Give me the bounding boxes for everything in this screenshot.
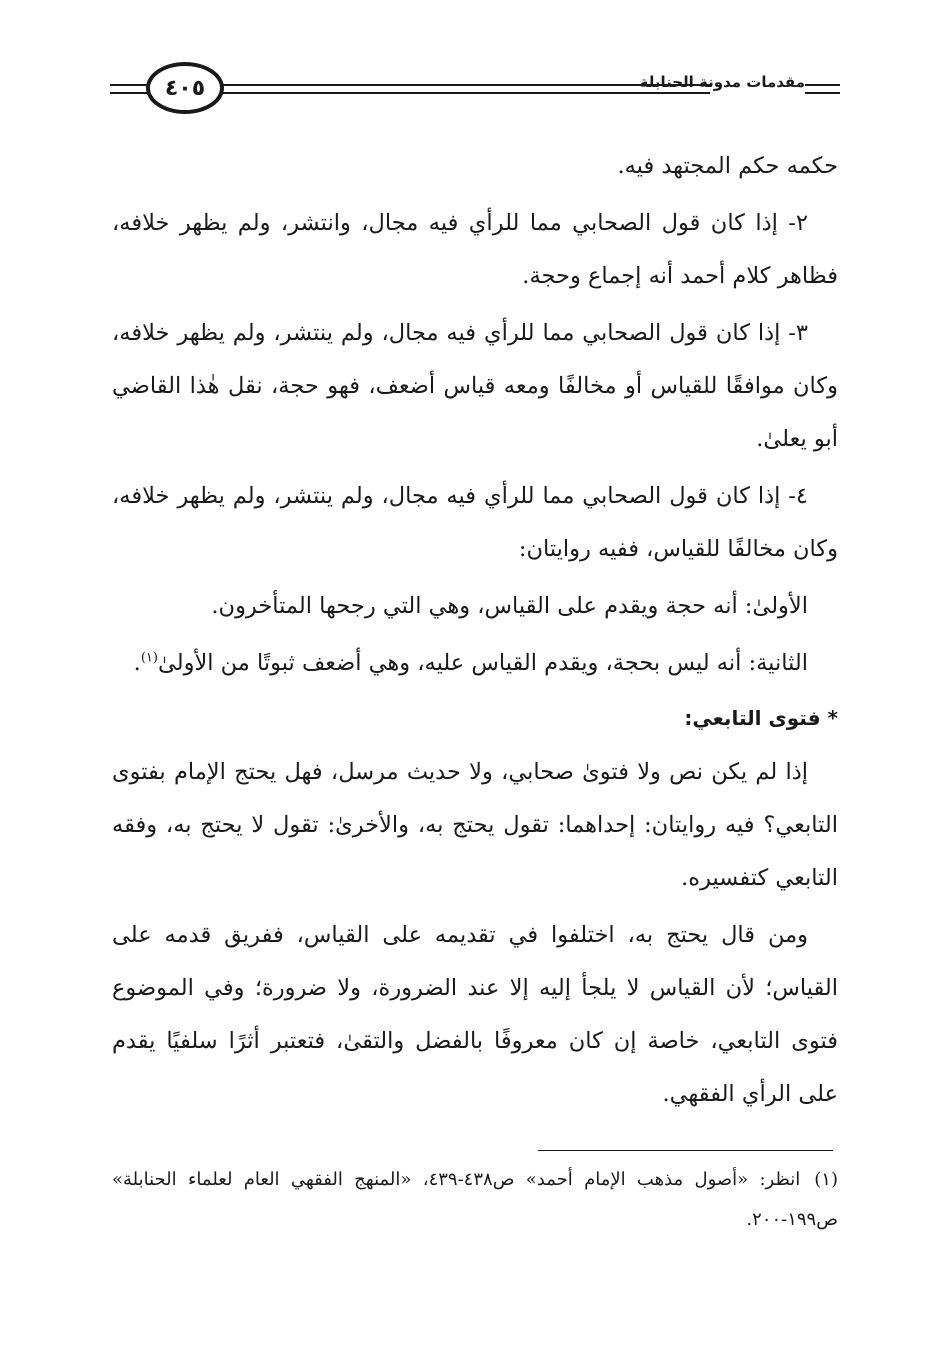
footnote: [112, 1160, 838, 1240]
paragraph-2: ٢- إذا كان قول الصحابي مما للرأي فيه مجال، وانتشر، ولم يظهر خلافه، فظاهر كلام أحمد أنه إجماع وحجة.: [112, 210, 838, 289]
paragraph-6-end: .: [133, 650, 141, 676]
footnote-text: انظر: «أصول مذهب الإمام أحمد» ص٤٣٨-٤٣٩، «المنهج الفقهي العام لعلماء الحنابلة» ص١٩٩-٢٠٠.: [112, 1169, 838, 1230]
header-rule-right: [805, 84, 840, 94]
footnote-separator: [538, 1150, 833, 1151]
page-header: [110, 60, 840, 120]
running-title: مقدمات مدونة الحنابلة: [639, 73, 805, 91]
main-text: [112, 140, 838, 1125]
header-rule-left: [110, 84, 150, 94]
section-heading: * فتوى التابعي:: [684, 706, 838, 730]
paragraph-3: ٣- إذا كان قول الصحابي مما للرأي فيه مجال، ولم ينتشر، ولم يظهر خلافه، وكان موافقًا للقياس أو مخالفًا ومعه قياس أضعف، فهو حجة، نقل هٰذا القاضي أبو يعلىٰ.: [112, 320, 838, 452]
footnote-number: (١): [814, 1169, 838, 1190]
paragraph-6: [112, 637, 838, 690]
page-number: ٤٠٥: [146, 62, 224, 114]
paragraph-1: حكمه حكم المجتهد فيه.: [617, 153, 838, 179]
paragraph-4: ٤- إذا كان قول الصحابي مما للرأي فيه مجال، ولم ينتشر، ولم يظهر خلافه، وكان مخالفًا للقياس، ففيه روايتان:: [112, 483, 838, 562]
paragraph-6-text: الثانية: أنه ليس بحجة، ويقدم القياس عليه، وهي أضعف ثبوتًا من الأولىٰ: [157, 650, 808, 676]
paragraph-5: الأولىٰ: أنه حجة ويقدم على القياس، وهي التي رجحها المتأخرون.: [211, 593, 808, 619]
paragraph-8: ومن قال يحتج به، اختلفوا في تقديمه على القياس، ففريق قدمه على القياس؛ لأن القياس لا يلجأ إليه إلا عند الضرورة، ولا ضرورة؛ وفي الموضوع فتوى التابعي، خاصة إن كان معروفًا بالفضل والتقىٰ، فتعتبر أثرًا سلفيًا يقدم على الرأي الفقهي.: [112, 922, 838, 1107]
footnote-reference[interactable]: (١): [140, 650, 158, 666]
header-rule-middle: [220, 84, 710, 94]
paragraph-7: إذا لم يكن نص ولا فتوىٰ صحابي، ولا حديث مرسل، فهل يحتج الإمام بفتوى التابعي؟ فيه روايتان: إحداهما: تقول يحتج به، والأخرىٰ: تقول لا يحتج به، وفقه التابعي كتفسيره.: [112, 759, 838, 891]
